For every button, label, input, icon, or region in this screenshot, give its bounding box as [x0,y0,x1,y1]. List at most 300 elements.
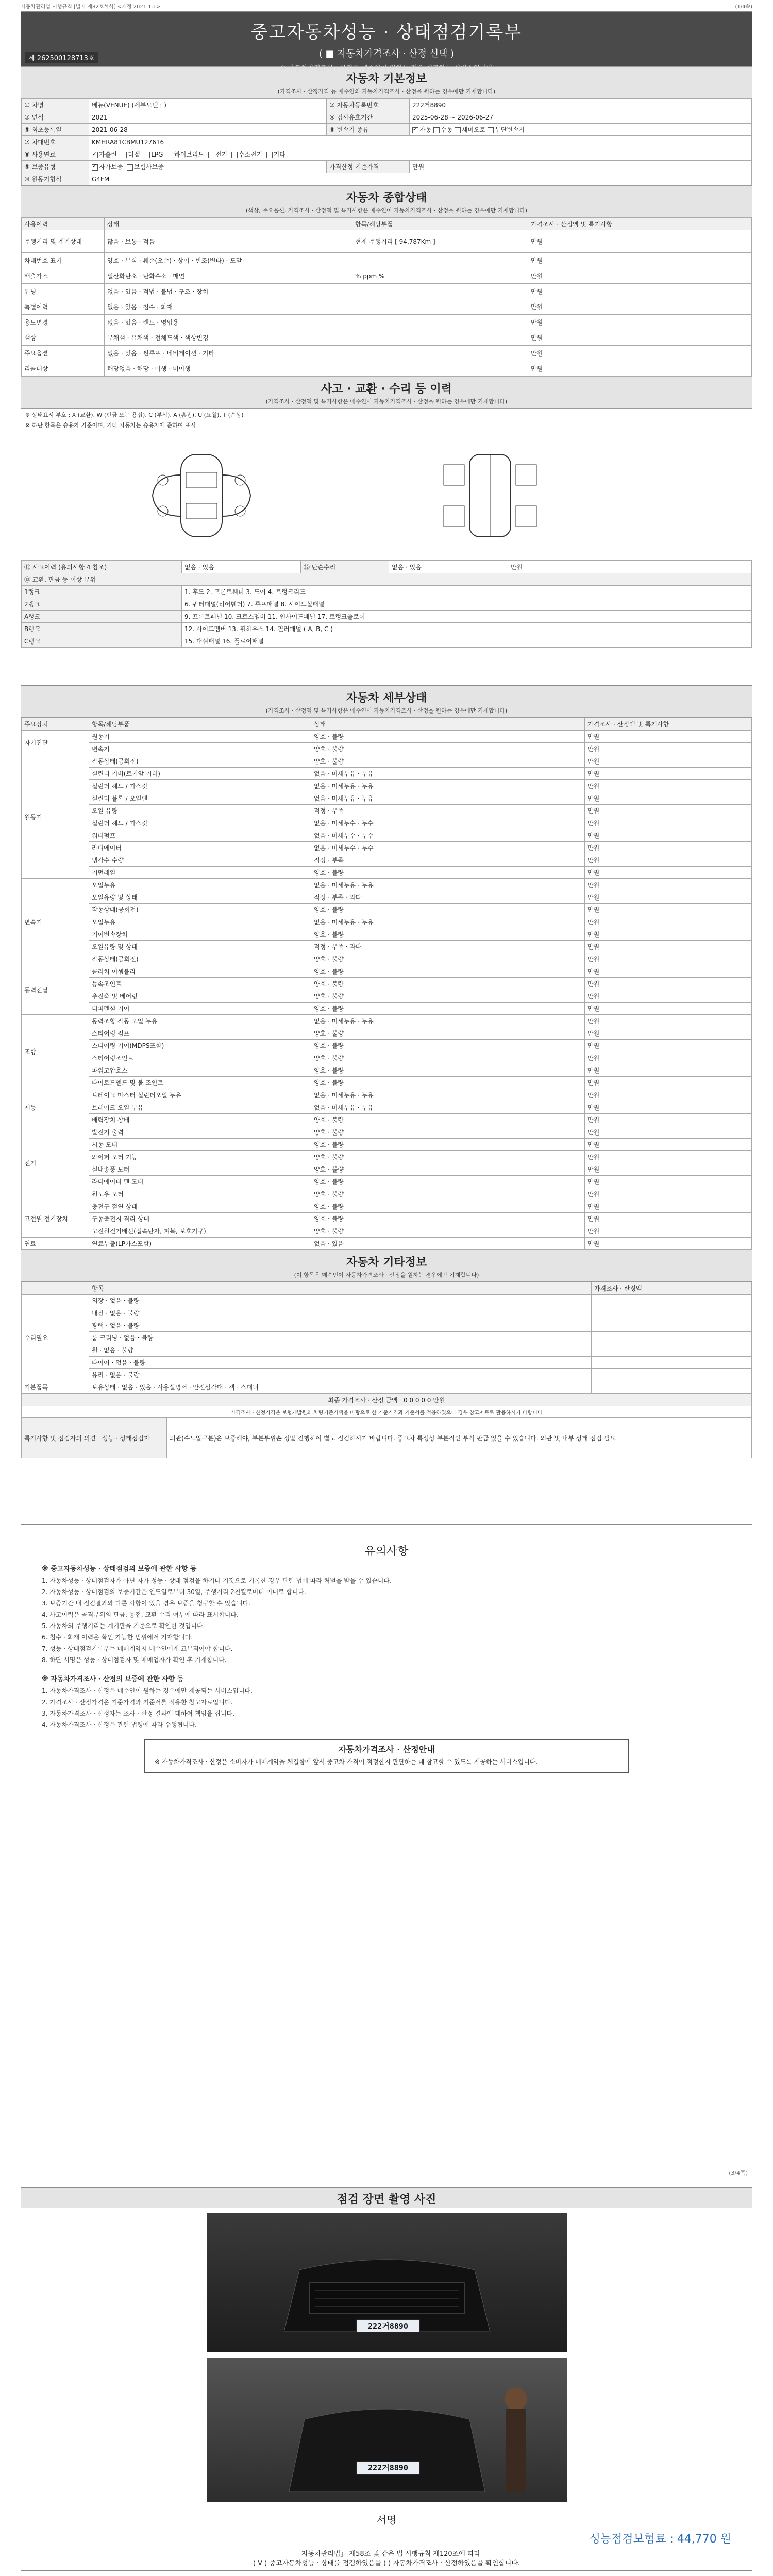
section-sub-accident: (가격조사 · 산정액 및 특기사항은 매수인이 자동차가격조사 · 산정을 원하는 경우에만 기재합니다) [21,397,752,409]
label-plate: ② 자동차등록번호 [327,99,410,111]
detail-price: 만원 [585,965,752,978]
fuel-option: 전기 [215,151,227,158]
row-price: 만원 [528,253,752,268]
detail-row [22,990,752,1003]
row-extra [352,315,528,330]
label-accident-history: ⑪ 사고이력 (유의사항 4 참조) [22,561,182,573]
row-label: 배출가스 [22,268,105,284]
detail-item: 기어변속장치 [89,928,311,941]
notice-item: 1. 자동차가격조사 · 산정은 매수인이 원하는 경우에만 제공되는 서비스입니다. [42,1687,253,1694]
checkbox [266,152,273,158]
detail-row [22,1003,752,1015]
header-etc-price: 가격조사 · 산정액 [592,1282,752,1295]
notice-item: 4. 자동차가격조사 · 산정은 관련 법령에 따라 수행됩니다. [42,1721,197,1728]
detail-table [21,718,752,1250]
sheet-photos [21,2187,752,2571]
detail-group: 고전원 전기장치 [22,1200,89,1238]
detail-state: 양호 · 불량 [311,755,585,768]
detail-row [22,1238,752,1250]
detail-state: 양호 · 불량 [311,867,585,879]
row-value: 없음 · 있음 · 침수 · 화재 [105,299,352,315]
detail-price: 만원 [585,1064,752,1077]
detail-state: 양호 · 불량 [311,1114,585,1126]
detail-row [22,792,752,805]
section-title-overview: 자동차 종합상태 [21,185,752,206]
detail-row [22,904,752,916]
label-car-name: ① 차명 [22,99,89,111]
accident-price: 만원 [508,561,752,573]
notice-box [144,1739,629,1773]
document-title: 중고자동차성능 · 상태점검기록부 [250,22,523,43]
detail-item: 연료누출(LP가스포함) [89,1238,311,1250]
detail-item: 오일유량 및 상태 [89,891,311,904]
detail-state: 양호 · 불량 [311,1126,585,1139]
accident-legend-2: ※ 하단 항목은 승용차 기준이며, 기타 자동차는 승용차에 준하여 표시 [25,422,196,429]
detail-price: 만원 [585,990,752,1003]
etc-price [592,1307,752,1319]
detail-state: 양호 · 불량 [311,928,585,941]
row-price: 만원 [528,299,752,315]
detail-item: 등속조인트 [89,978,311,990]
detail-item: 타이로드엔드 및 볼 조인트 [89,1077,311,1089]
header-price: 가격조사 · 산정액 및 특기사항 [585,718,752,731]
row-extra: % ppm % [352,268,528,284]
detail-item: 작동상태(공회전) [89,904,311,916]
document-number: 제 262500128713호 [25,52,98,63]
detail-price: 만원 [585,1015,752,1027]
etc-row [22,1307,752,1319]
detail-item: 라디에이터 [89,842,311,854]
detail-row [22,916,752,928]
detail-row [22,854,752,867]
signature-label: 서명 [21,2507,752,2527]
value-base-price: 만원 [410,161,752,173]
row-label: 차대번호 표기 [22,253,105,268]
detail-item: 실린더 커버(로커암 커버) [89,768,311,780]
detail-row [22,1188,752,1200]
document-subtitle: ( ■ 자동차가격조사 · 산정 선택 ) [318,48,455,59]
detail-state: 없음 · 미세누유 · 누유 [311,879,585,891]
rank-items: 12. 사이드멤버 13. 휠하우스 14. 필러패널 ( A, B, C ) [182,623,752,635]
detail-price: 만원 [585,904,752,916]
detail-state: 양호 · 불량 [311,1040,585,1052]
etc-item: 외장 · 없음 · 불량 [89,1295,592,1307]
notice-box-title: 자동차가격조사 · 산정안내 [338,1744,435,1754]
checkbox [455,127,461,133]
accident-legend: ※ 상태표시 부호 : X (교환), W (판금 또는 용접), C (부식), A (흠집), U (요철), T (손상) [25,412,244,418]
notice-item: 5. 자동차의 주행거리는 계기판을 기준으로 확인한 것입니다. [42,1622,205,1630]
detail-price: 만원 [585,978,752,990]
detail-price: 만원 [585,817,752,829]
etc-price [592,1295,752,1307]
detail-row [22,867,752,879]
etc-item: 타이어 · 없음 · 불량 [89,1357,592,1369]
detail-row [22,780,752,792]
value-fuel [89,148,752,161]
sheet-basic-info [21,11,752,681]
checkbox [167,152,173,158]
detail-group: 변속기 [22,879,89,965]
checkbox [433,127,440,133]
detail-price: 만원 [585,928,752,941]
label-inspection-period: ④ 검사유효기간 [327,111,410,124]
section-title-accident: 사고 · 교환 · 수리 등 이력 [21,377,752,397]
detail-item: 오일누유 [89,916,311,928]
detail-item: 원동기 [89,731,311,743]
etc-item: 광택 · 없음 · 불량 [89,1319,592,1332]
value-inspection-period: 2025-06-28 ~ 2026-06-27 [410,111,752,124]
detail-price: 만원 [585,1027,752,1040]
detail-row [22,1015,752,1027]
value-accident-history: 없음 · 있음 [182,561,301,573]
detail-row [22,842,752,854]
detail-item: 라디에이터 팬 모터 [89,1176,311,1188]
detail-item: 고전원전기배선(접속단자, 피복, 보호기구) [89,1225,311,1238]
detail-price: 만원 [585,755,752,768]
top-bar [21,2,752,9]
etc-price [592,1369,752,1381]
detail-price: 만원 [585,780,752,792]
total-table [21,1394,752,1418]
header-device: 주요장치 [22,718,89,731]
detail-price: 만원 [585,1176,752,1188]
detail-price: 만원 [585,916,752,928]
detail-row [22,1225,752,1238]
detail-state: 양호 · 불량 [311,1225,585,1238]
car-rear-photo [207,2358,567,2502]
detail-item: 추진축 및 베어링 [89,990,311,1003]
detail-row [22,1052,752,1064]
row-label: 리콜대상 [22,361,105,377]
rank-items: 15. 대쉬패널 16. 플로어패널 [182,635,752,648]
detail-state: 없음 · 미세누수 · 누수 [311,842,585,854]
label-first-reg: ⑤ 최초등록일 [22,124,89,136]
special-label: 특기사항 및 점검자의 의견 [22,1418,99,1458]
detail-state: 없음 · 미세누유 · 누유 [311,1089,585,1101]
detail-price: 만원 [585,1077,752,1089]
row-extra [352,284,528,299]
fuel-option: 디젤 [128,151,140,158]
detail-row [22,1089,752,1101]
section-title-basic: 자동차 기본정보 [21,66,752,87]
detail-row [22,941,752,953]
detail-price: 만원 [585,1114,752,1126]
detail-state: 적정 · 부족 · 과다 [311,941,585,953]
detail-item: 커먼레일 [89,867,311,879]
rank-items: 9. 프론트패널 10. 크로스멤버 11. 인사이드패널 17. 트렁크플로어 [182,611,752,623]
value-year: 2021 [89,111,327,124]
notice-item: 8. 하단 서명은 성능 · 상태점검자 및 매매업자가 확인 후 기재합니다. [42,1656,227,1664]
detail-item: 실내송풍 모터 [89,1163,311,1176]
row-price: 만원 [528,346,752,361]
detail-state: 양호 · 불량 [311,743,585,755]
detail-item: 실린더 블록 / 오일팬 [89,792,311,805]
form-reference: 자동차관리법 시행규칙 [별지 제82호서식] <개정 2021.1.1> [21,4,161,10]
row-value: 많음 · 보통 · 적음 [105,230,352,253]
detail-state: 양호 · 불량 [311,1188,585,1200]
detail-price: 만원 [585,891,752,904]
etc-group: 수리필요 [22,1295,89,1381]
notice-body [21,1565,752,1730]
detail-row [22,805,752,817]
detail-row [22,1064,752,1077]
etc-item: 휠 · 없음 · 불량 [89,1344,592,1357]
detail-row [22,817,752,829]
etc-group: 기본품목 [22,1381,89,1394]
detail-price: 만원 [585,1126,752,1139]
accident-table [21,561,752,648]
row-value: 일산화탄소 · 탄화수소 · 매연 [105,268,352,284]
etc-price [592,1332,752,1344]
license-plate-rear: 222거8890 [356,2461,420,2475]
detail-item: 오일누유 [89,879,311,891]
checkbox [231,152,238,158]
checkbox [127,164,133,171]
detail-row [22,755,752,768]
inspection-fee: 성능점검보험료 : 44,770 원 [589,2533,731,2546]
warranty-option: 보험사보증 [134,163,164,171]
detail-state: 양호 · 불량 [311,904,585,916]
notice-title: 유의사항 [364,1545,409,1558]
header-price: 가격조사 · 산정액 및 특기사항 [528,218,752,230]
detail-item: 스티어링 펌프 [89,1027,311,1040]
notice-item: 3. 보증기간 내 점검결과와 다른 사항이 있을 경우 보증을 청구할 수 있습니다. [42,1600,250,1607]
etc-row [22,1357,752,1369]
row-label: 주요옵션 [22,346,105,361]
warranty-option: 자가보증 [99,163,123,171]
row-label: 색상 [22,330,105,346]
notice-item: 4. 사고이력은 골격부위의 판금, 용접, 교환 수리 여부에 따라 표시합니다. [42,1611,239,1618]
value-simple-repair: 없음 · 있음 [389,561,508,573]
row-extra [352,330,528,346]
inspection-photo-front [207,2213,567,2352]
detail-price: 만원 [585,1040,752,1052]
detail-state: 없음 · 미세누유 · 누유 [311,792,585,805]
rank-label: C랭크 [22,635,182,648]
etc-row [22,1381,752,1394]
row-value: 없음 · 있음 · 썬루프 · 네비게이션 · 기타 [105,346,352,361]
header-etc-group [22,1282,89,1295]
notice-box-text: ※ 자동차가격조사 · 산정은 소비자가 매매계약을 체결함에 앞서 중고차 가격이 적정한지 판단하는 데 참고할 수 있도록 제공하는 서비스입니다. [155,1758,538,1766]
value-plate: 222거8890 [410,99,752,111]
detail-group: 연료 [22,1238,89,1250]
detail-state: 양호 · 불량 [311,953,585,965]
notice-page: (3/4쪽) [729,2170,748,2176]
detail-group: 자기진단 [22,731,89,755]
license-plate-front: 222거8890 [356,2319,420,2333]
detail-state: 없음 · 미세누수 · 누수 [311,817,585,829]
label-simple-repair: ⑫ 단순수리 [301,561,389,573]
detail-item: 시동 모터 [89,1139,311,1151]
detail-item: 와이퍼 모터 기능 [89,1151,311,1163]
detail-price: 만원 [585,768,752,780]
detail-item: 디퍼렌셜 기어 [89,1003,311,1015]
detail-item: 워터펌프 [89,829,311,842]
value-motor: G4FM [89,173,752,185]
detail-price: 만원 [585,1200,752,1213]
detail-state: 양호 · 불량 [311,1176,585,1188]
detail-price: 만원 [585,1003,752,1015]
etc-row [22,1332,752,1344]
detail-price: 만원 [585,1163,752,1176]
row-value: 해당없음 · 해당 · 이행 · 미이행 [105,361,352,377]
detail-price: 만원 [585,879,752,891]
value-vin: KMHRA81CBMU127616 [89,136,752,148]
notice-item: 3. 자동차가격조사 · 산정자는 조사 · 산정 결과에 대하여 책임을 집니다. [42,1710,235,1717]
detail-row [22,1200,752,1213]
detail-price: 만원 [585,1188,752,1200]
checkbox [121,152,127,158]
checkbox-checked [92,164,98,171]
header-state: 상태 [105,218,352,230]
detail-row [22,978,752,990]
special-text: 외관(수도압구분)은 보증해야, 부분부위손 정말 진행하여 별도 점검하시기 바랍니다. 중고차 특성상 부분적인 부식 판금 있을 수 있습니다. 외관 및 내부 상태 점검 필요 [167,1418,752,1458]
detail-price: 만원 [585,805,752,817]
value-transmission: ✓ 자동 수동 세미오토 무단변속기 [410,124,752,136]
etc-row [22,1295,752,1307]
detail-row [22,1176,752,1188]
detail-price: 만원 [585,1225,752,1238]
detail-price: 만원 [585,792,752,805]
detail-price: 만원 [585,953,752,965]
section-sub-overview: (색상, 주요옵션, 가격조사 · 산정액 및 특기사항은 매수인이 자동차가격조사 · 산정을 원하는 경우에만 기재합니다) [21,206,752,217]
section-title-detail: 자동차 세부상태 [21,686,752,706]
detail-state: 양호 · 불량 [311,978,585,990]
detail-item: 작동상태(공회전) [89,953,311,965]
rank-label: 2랭크 [22,598,182,611]
detail-item: 작동상태(공회전) [89,755,311,768]
detail-state: 없음 · 미세누유 · 누유 [311,768,585,780]
row-label: 튜닝 [22,284,105,299]
document-header [21,12,752,73]
detail-item: 브레이크 마스터 실린더오일 누유 [89,1089,311,1101]
row-value: 무채색 · 유채색 · 전체도색 · 색상변경 [105,330,352,346]
detail-price: 만원 [585,1238,752,1250]
detail-state: 양호 · 불량 [311,1077,585,1089]
detail-state: 양호 · 불량 [311,1213,585,1225]
rank-label: 1랭크 [22,586,182,598]
detail-state: 적정 · 부족 [311,805,585,817]
label-base-price: 가격산정 기준가격 [327,161,410,173]
detail-row [22,1151,752,1163]
detail-price: 만원 [585,867,752,879]
header-use: 사용이력 [22,218,105,230]
row-label: 특별이력 [22,299,105,315]
detail-row [22,768,752,780]
notice-item: 2. 자동차성능 · 상태점검의 보증기간은 인도일로부터 30일, 주행거리 2천킬로미터 이내로 합니다. [42,1588,306,1596]
rank-items: 1. 후드 2. 프론트휀더 3. 도어 4. 트렁크리드 [182,586,752,598]
rank-label: B랭크 [22,623,182,635]
detail-item: 변속기 [89,743,311,755]
detail-item: 오일유량 및 상태 [89,941,311,953]
detail-price: 만원 [585,1151,752,1163]
row-label: 주행거리 및 계기상태 [22,230,105,253]
detail-row [22,1163,752,1176]
detail-group: 원동기 [22,755,89,879]
row-label: 용도변경 [22,315,105,330]
detail-item: 동력조향 작동 오일 누유 [89,1015,311,1027]
detail-item: 스티어링 기어(MDPS포함) [89,1040,311,1052]
photos-title: 점검 장면 촬영 사진 [21,2188,752,2208]
detail-state: 양호 · 불량 [311,1027,585,1040]
detail-state: 없음 · 미세누유 · 누유 [311,916,585,928]
row-extra [352,253,528,268]
checkbox [144,152,150,158]
detail-state: 없음 · 미세누유 · 누유 [311,1101,585,1114]
detail-price: 만원 [585,842,752,854]
header-item: 항목/해당부품 [89,718,311,731]
detail-state: 양호 · 불량 [311,1139,585,1151]
detail-state: 없음 · 미세누유 · 누유 [311,780,585,792]
detail-state: 양호 · 불량 [311,990,585,1003]
value-car-name: 베뉴(VENUE) (세부모델 : ) [89,99,327,111]
detail-price: 만원 [585,1101,752,1114]
detail-item: 발전기 출력 [89,1126,311,1139]
detail-group: 동력전달 [22,965,89,1015]
car-diagram-area [21,431,752,561]
header-etc-item: 항목 [89,1282,592,1295]
fuel-option: 기타 [273,151,285,158]
rank-items: 6. 쿼터패널(리어휀더) 7. 루프패널 8. 사이드실패널 [182,598,752,611]
etc-price [592,1319,752,1332]
overview-table [21,217,752,377]
row-price: 만원 [528,361,752,377]
total-value: 0 0 0 0 0 만원 [404,1397,445,1404]
footer-line-1: 「 자동차관리법」 제58조 및 같은 법 시행규칙 제120조에 따라 [292,2550,481,2558]
detail-item: 실린더 헤드 / 가스킷 [89,780,311,792]
rank-label: A랭크 [22,611,182,623]
row-extra: 현재 주행거리 [ 94,787Km ] [352,230,528,253]
section-sub-basic: (가격조사 · 산정가격 등 매수인의 자동차가격조사 · 산정을 원하는 경우에만 기재합니다) [21,87,752,98]
detail-state: 양호 · 불량 [311,1052,585,1064]
total-title-text: 최종 가격조사 · 산정 금액 [328,1397,398,1404]
detail-item: 파워고압호스 [89,1064,311,1077]
parts-title: ⑬ 교환, 판금 등 이상 부위 [22,573,752,586]
detail-group: 제동 [22,1089,89,1126]
detail-row [22,743,752,755]
header-item: 항목/해당부품 [352,218,528,230]
detail-state: 양호 · 불량 [311,1003,585,1015]
detail-row [22,879,752,891]
detail-item: 구동축전지 격리 상태 [89,1213,311,1225]
row-value: 양호 · 부식 · 훼손(오손) · 상이 · 변조(변타) · 도말 [105,253,352,268]
detail-row [22,1213,752,1225]
detail-price: 만원 [585,1052,752,1064]
etc-item: 보유상태 · 없음 · 있음 · 사용설명서 · 안전삼각대 · 잭 · 스패너 [89,1381,592,1394]
checkbox-checked [412,127,418,133]
label-year: ③ 연식 [22,111,89,124]
detail-item: 브레이크 오일 누유 [89,1101,311,1114]
row-price: 만원 [528,284,752,299]
detail-row [22,1114,752,1126]
etc-item: 룸 크리닝 · 없음 · 불량 [89,1332,592,1344]
detail-state: 양호 · 불량 [311,1064,585,1077]
value-first-reg: 2021-06-28 [89,124,327,136]
sheet-notice [21,1533,752,2179]
detail-row [22,928,752,941]
total-title [22,1394,752,1406]
row-extra [352,361,528,377]
label-warranty: ⑨ 보증유형 [22,161,89,173]
basic-info-table [21,98,752,185]
total-sub: 가격조사 · 산정가격은 보험개발원의 차량기준가액을 바탕으로 한 기준가격과 기준서를 적용하였으나 경우 참고자료로 활용하시기 바랍니다 [22,1406,752,1418]
detail-state: 없음 · 있음 [311,1238,585,1250]
etc-price [592,1344,752,1357]
value-warranty [89,161,327,173]
section-sub-etc: (이 항목은 매수인이 자동차가격조사 · 산정을 원하는 경우에만 기재합니다) [21,1270,752,1282]
detail-item: 배력장치 상태 [89,1114,311,1126]
fuel-option: 하이브리드 [174,151,205,158]
